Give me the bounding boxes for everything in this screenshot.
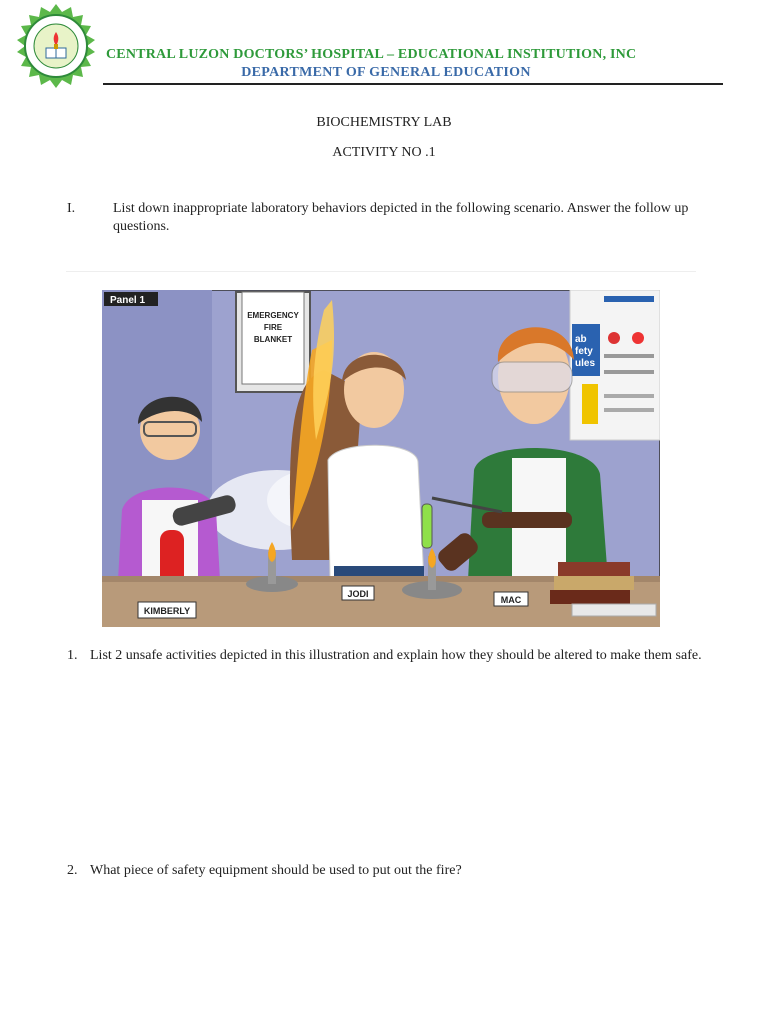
name-tag-kimberly: KIMBERLY bbox=[143, 606, 191, 616]
institution-name: CENTRAL LUZON DOCTORS’ HOSPITAL – EDUCATIONAL INSTITUTION, INC bbox=[106, 47, 637, 62]
sign-line-1: EMERGENCY bbox=[247, 311, 299, 320]
lab-scenario-illustration bbox=[102, 290, 660, 627]
poster-line-1: ab bbox=[575, 334, 587, 345]
school-logo bbox=[14, 4, 98, 88]
question-1-number: 1. bbox=[67, 648, 78, 663]
section-instruction: List down inappropriate laboratory behaviors depicted in the following scenario. Answer the follow up questions. bbox=[113, 201, 689, 234]
poster-line-3: ules bbox=[575, 358, 596, 369]
department-name: DEPARTMENT OF GENERAL EDUCATION bbox=[241, 65, 531, 80]
divider bbox=[66, 271, 696, 272]
panel-label: Panel 1 bbox=[110, 295, 146, 306]
question-2-text: What piece of safety equipment should be used to put out the fire? bbox=[90, 863, 462, 878]
poster-line-2: fety bbox=[575, 346, 593, 357]
question-2-number: 2. bbox=[67, 863, 78, 878]
activity-title: ACTIVITY NO .1 bbox=[332, 145, 436, 160]
name-tag-jodi: JODI bbox=[347, 589, 369, 599]
illustration-caption-cutoff bbox=[102, 629, 660, 635]
sign-line-3: BLANKET bbox=[253, 335, 293, 344]
sign-line-2: FIRE bbox=[263, 323, 283, 332]
section-number: I. bbox=[67, 201, 76, 216]
header-divider bbox=[103, 83, 723, 85]
name-tag-mac: MAC bbox=[500, 595, 522, 605]
course-title: BIOCHEMISTRY LAB bbox=[316, 115, 452, 130]
question-1-text: List 2 unsafe activities depicted in this illustration and explain how they should be altered to make them safe. bbox=[90, 648, 702, 663]
